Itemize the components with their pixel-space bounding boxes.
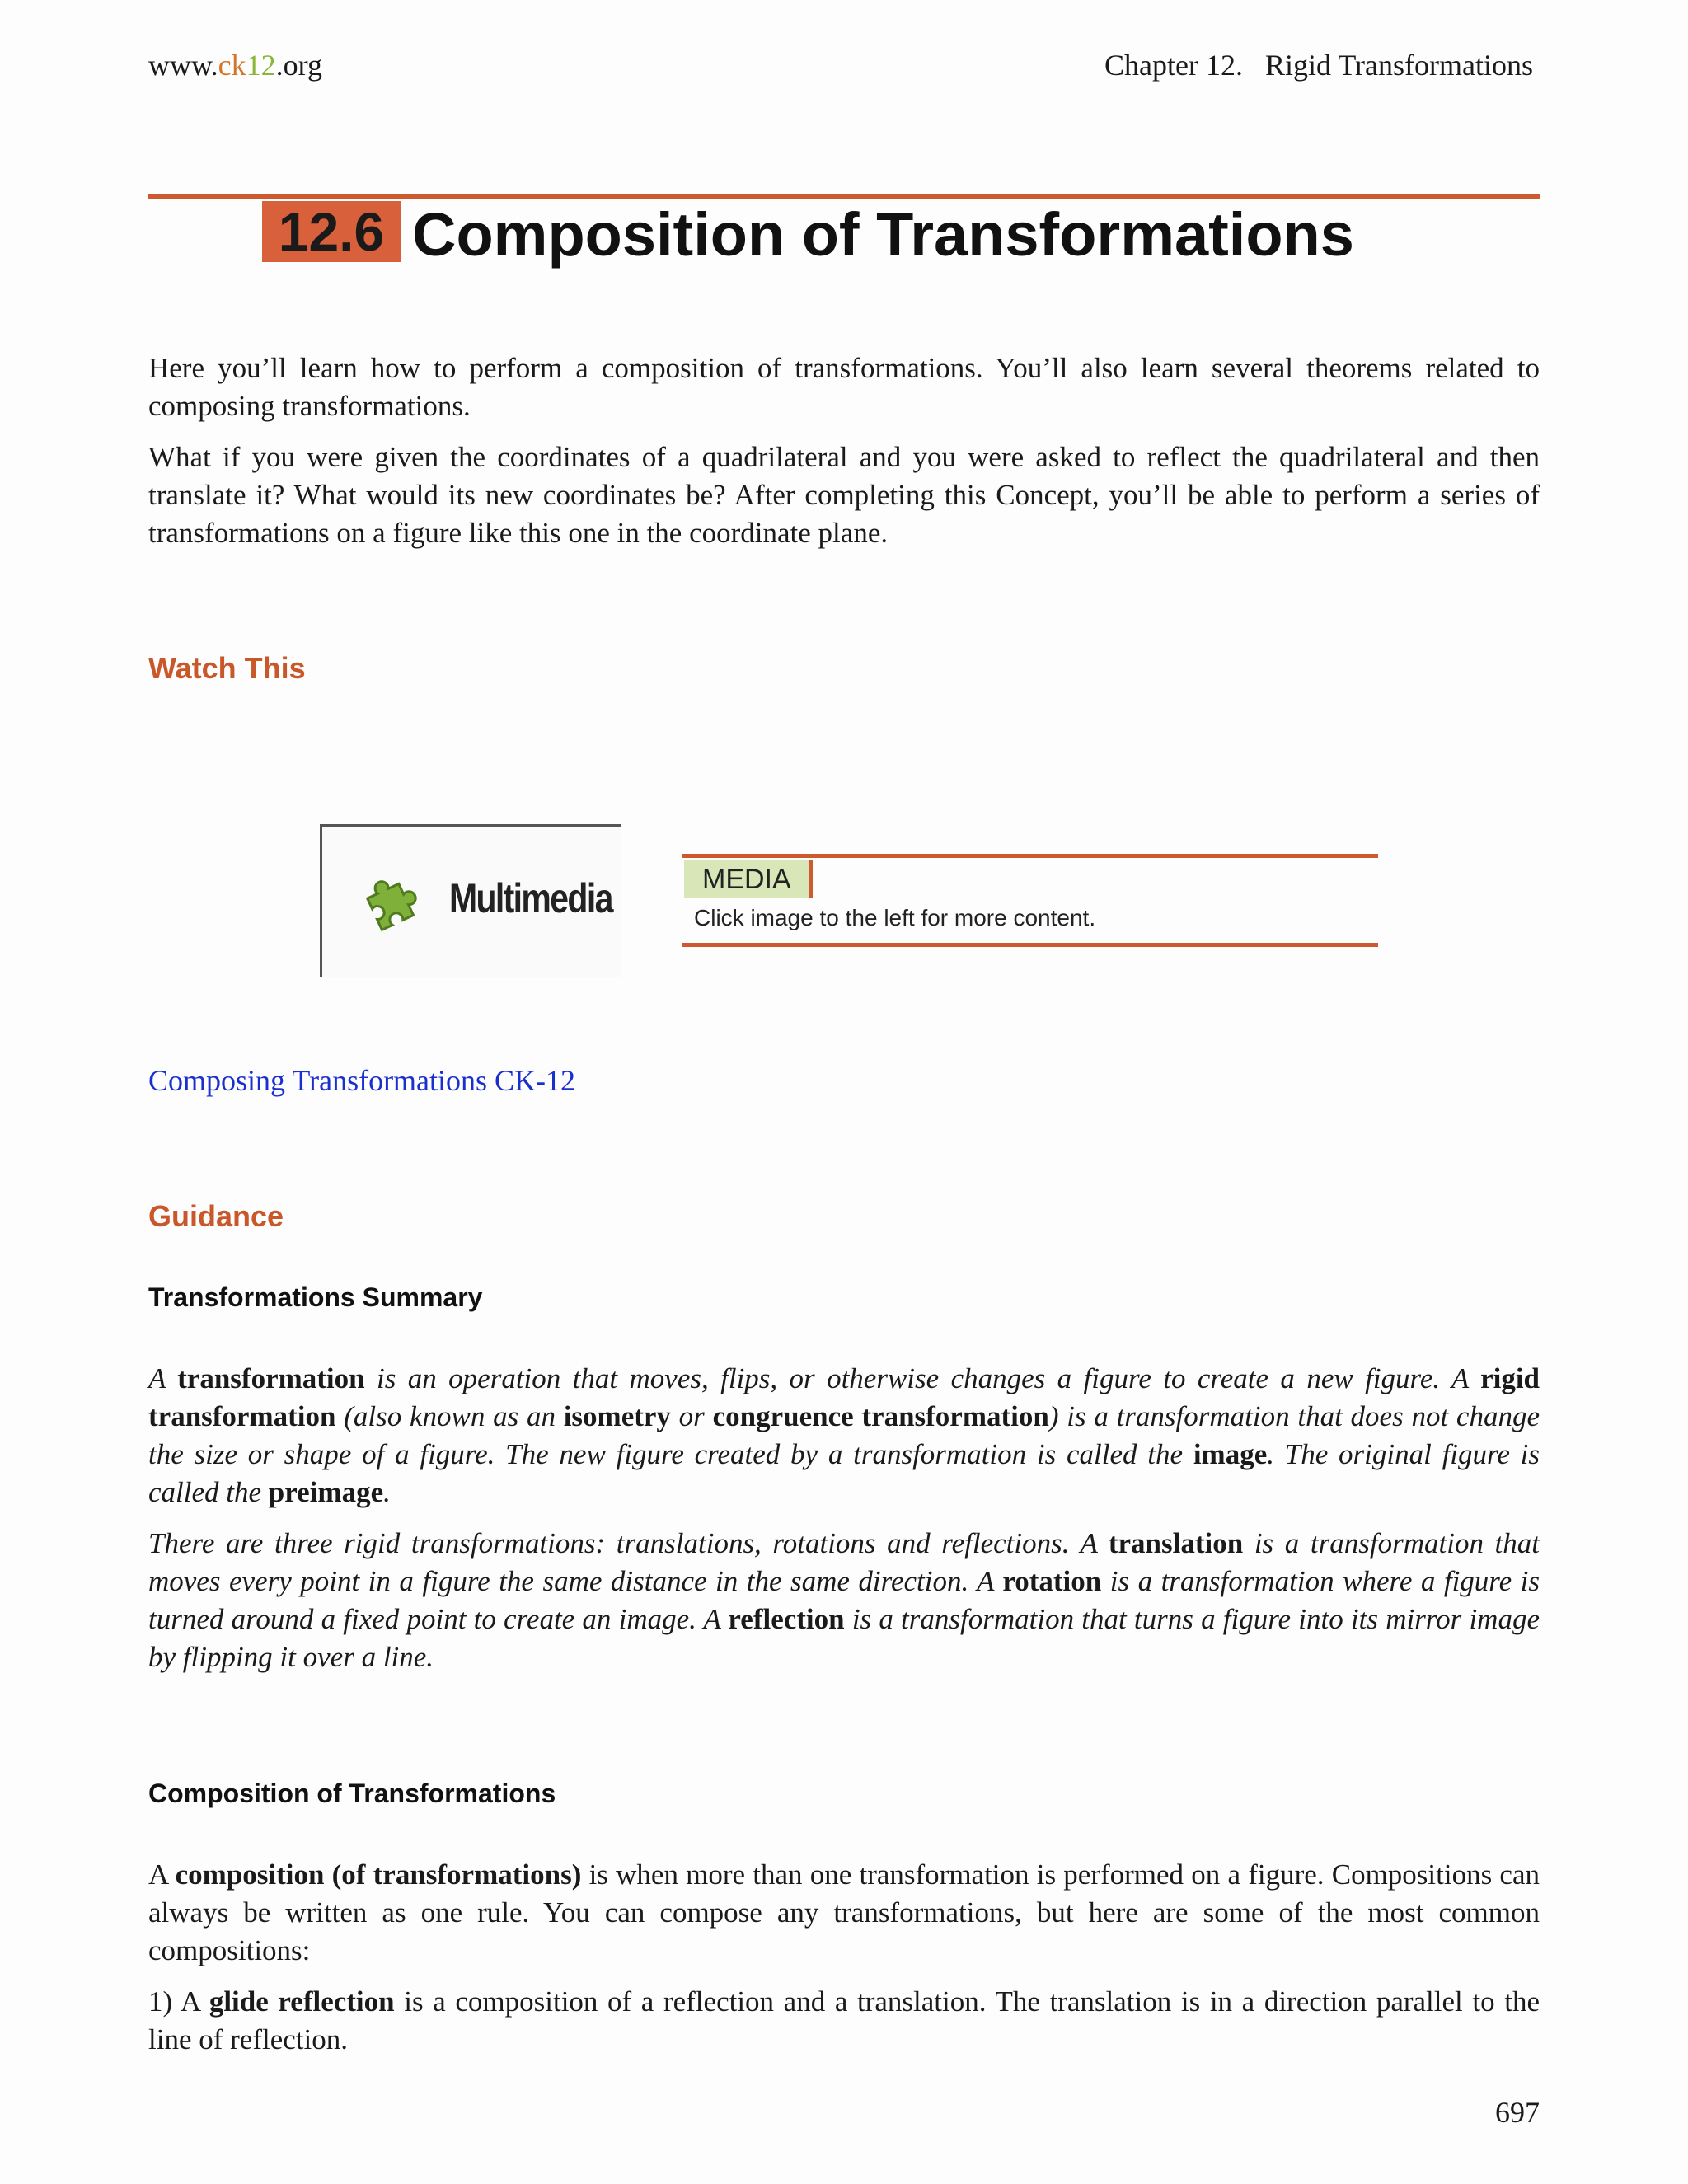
media-tag: MEDIA bbox=[684, 860, 813, 898]
guidance-paragraph-3: A composition (of transformations) is when more than one transformation is performed on a figure. Compositions can always be written as one rule. You can compose any transformations, but here are some of the most common compositions: bbox=[148, 1858, 1540, 1966]
multimedia-thumbnail[interactable] bbox=[320, 824, 621, 977]
chapter-header: Chapter 12. Rigid Transformations bbox=[1104, 49, 1533, 82]
guidance-paragraph-2: There are three rigid transformations: translations, rotations and reflections. A translation is a transformation that moves every point in a figure the same distance in the same direction. A rotation is a transformation where a figure is turned around a fixed point to create an image. A reflection is a transformation that turns a figure into its mirror image by flipping it over a line. bbox=[148, 1527, 1540, 1673]
transformations-summary-heading: Transformations Summary bbox=[148, 1282, 483, 1312]
site-url[interactable]: www.ck12.org bbox=[148, 49, 322, 82]
media-box-top-rule bbox=[682, 854, 1378, 858]
guidance-paragraph-1: A transformation is an operation that moves, flips, or otherwise changes a figure to create a new figure. A rigid transformation (also known as an isometry or congruence transformation) is a transformation that does not change the size or shape of a figure. The new figure created by a transformation is called the image. The original figure is called the preimage. bbox=[148, 1362, 1540, 1508]
section-title: Composition of Transformations bbox=[412, 200, 1354, 269]
watch-this-heading: Watch This bbox=[148, 651, 306, 685]
guidance-heading: Guidance bbox=[148, 1199, 284, 1233]
media-caption: Click image to the left for more content. bbox=[694, 905, 1096, 930]
media-box-bottom-rule bbox=[682, 943, 1378, 947]
video-link[interactable]: Composing Transformations CK-12 bbox=[148, 1064, 576, 1097]
puzzle-piece-icon bbox=[362, 869, 428, 935]
page-number: 697 bbox=[1495, 2096, 1540, 2129]
intro-paragraph-1: Here you’ll learn how to perform a composition of transformations. You’ll also learn several theorems related to composing transformations. bbox=[148, 352, 1540, 422]
section-number: 12.6 bbox=[262, 201, 401, 262]
guidance-paragraph-4: 1) A glide reflection is a composition of a reflection and a translation. The translation is in a direction parallel to the line of reflection. bbox=[148, 1985, 1540, 2055]
composition-heading: Composition of Transformations bbox=[148, 1779, 556, 1808]
multimedia-label: Multimedia bbox=[449, 875, 612, 921]
intro-paragraph-2: What if you were given the coordinates of a quadrilateral and you were asked to reflect the quadrilateral and then translate it? What would its new coordinates be? After completing this Concept, you’ll be able to perform a series of transformations on a figure like this one in the coordinate plane. bbox=[148, 441, 1540, 549]
